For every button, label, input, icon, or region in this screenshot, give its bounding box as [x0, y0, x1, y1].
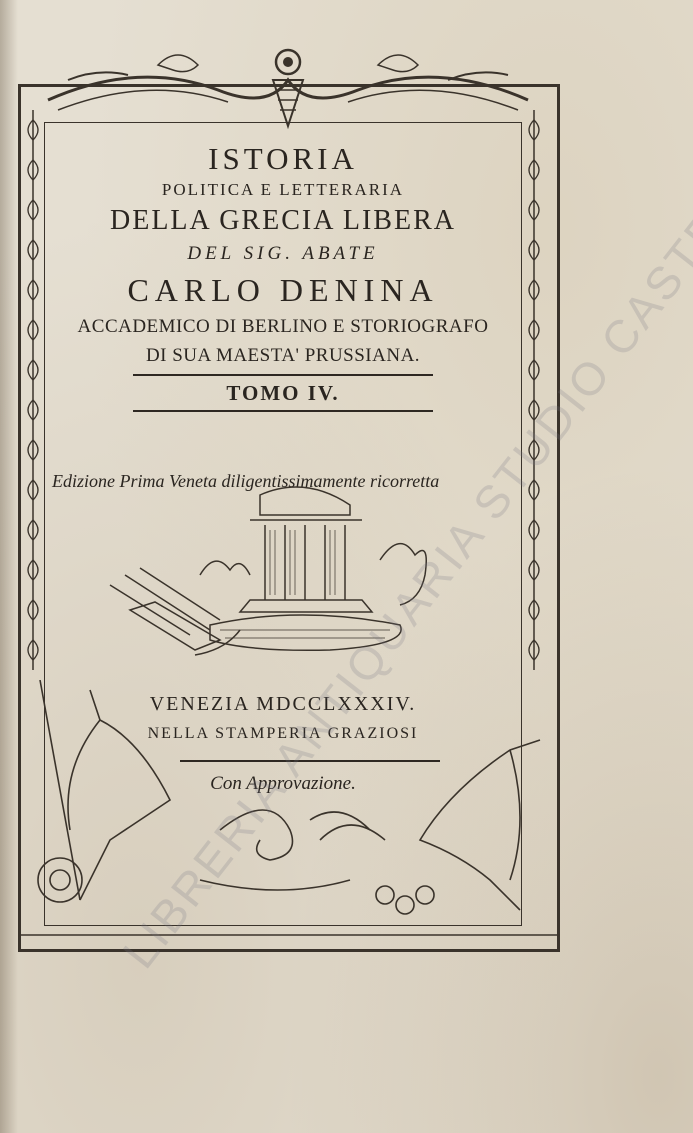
author-name: CARLO DENINA [127, 272, 439, 308]
imprint-printer: NELLA STAMPERIA GRAZIOSI [147, 725, 419, 742]
left-leaf-border [20, 110, 46, 670]
affiliation-line-2: DI SUA MAESTA' PRUSSIANA. [145, 345, 421, 366]
title-line-4: DEL SIG. ABATE [187, 243, 379, 264]
volume-number: TOMO IV. [226, 381, 340, 405]
rule-below-volume [133, 410, 433, 412]
title-line-1: ISTORIA [208, 141, 358, 176]
spine-shadow [0, 0, 18, 1133]
edition-note: Edizione Prima Veneta diligentissimamente ricorretta [52, 471, 440, 491]
title-block [44, 140, 522, 412]
title-line-2: POLITICA E LETTERARIA [161, 180, 405, 199]
imprint-place-year: VENEZIA MDCCLXXXIV. [149, 693, 417, 715]
affiliation-line-1: ACCADEMICO DI BERLINO E STORIOGRAFO [77, 316, 489, 337]
title-line-3: DELLA GRECIA LIBERA [110, 205, 456, 236]
approval-note: Con Approvazione. [210, 773, 356, 794]
